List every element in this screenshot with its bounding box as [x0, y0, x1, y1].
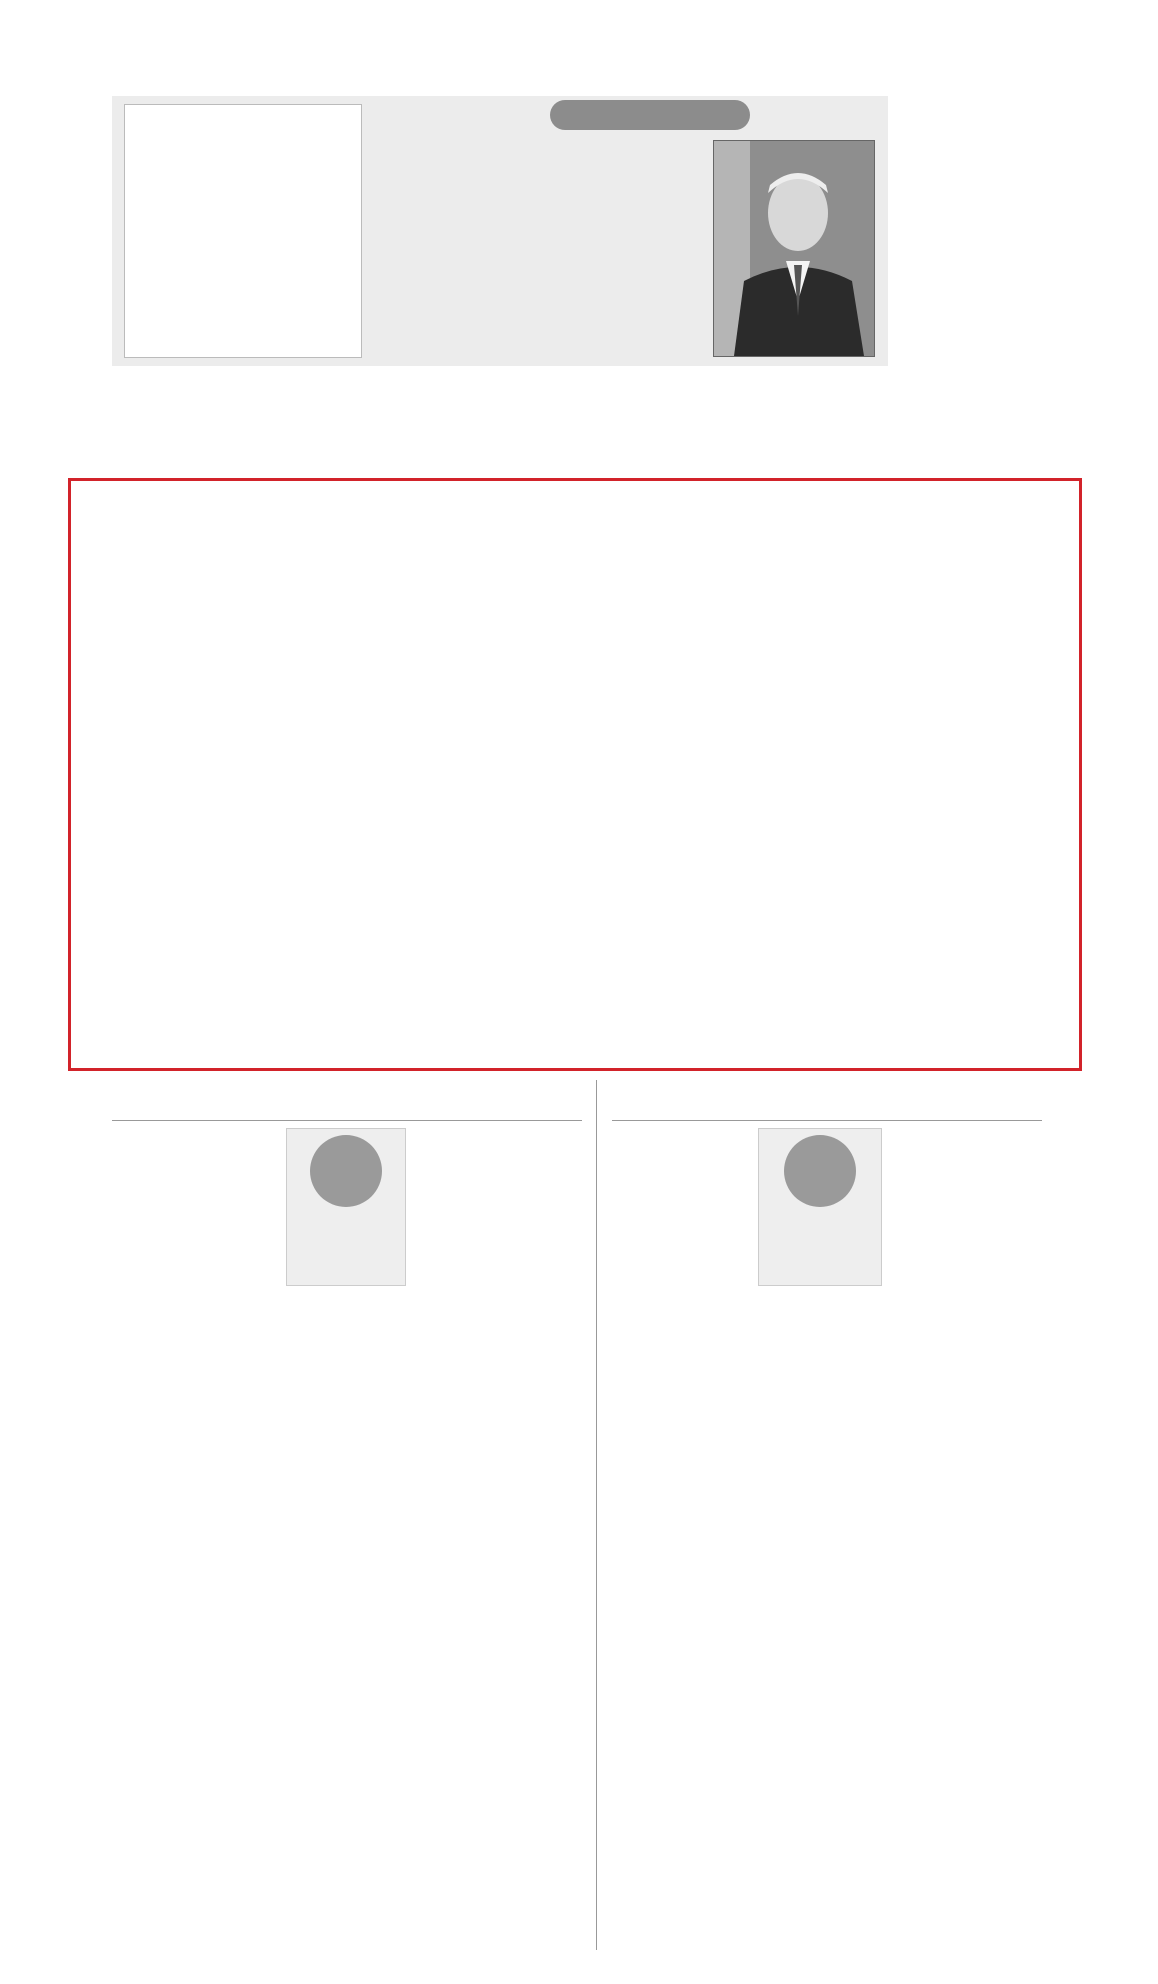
left-title-rule: [112, 1120, 582, 1121]
column-divider: [596, 1080, 597, 1950]
left-author-box: [286, 1128, 406, 1286]
right-title-rule: [612, 1120, 1042, 1121]
right-article-col1: [612, 1128, 822, 1950]
anniversary-logo: [916, 180, 1046, 250]
author-photo: [310, 1135, 382, 1207]
section-title: [380, 406, 880, 468]
left-article-col1: [112, 1290, 338, 1950]
right-article-col2: [836, 1290, 1042, 1950]
left-article-col2: [356, 1290, 582, 1950]
editorial-frame: [68, 478, 1082, 1071]
edition-header: [900, 96, 1040, 114]
portrait-image: [714, 141, 874, 356]
president-photo: [713, 140, 875, 357]
masthead-box: [124, 104, 362, 358]
frase-del-dia-tab: [550, 100, 750, 130]
